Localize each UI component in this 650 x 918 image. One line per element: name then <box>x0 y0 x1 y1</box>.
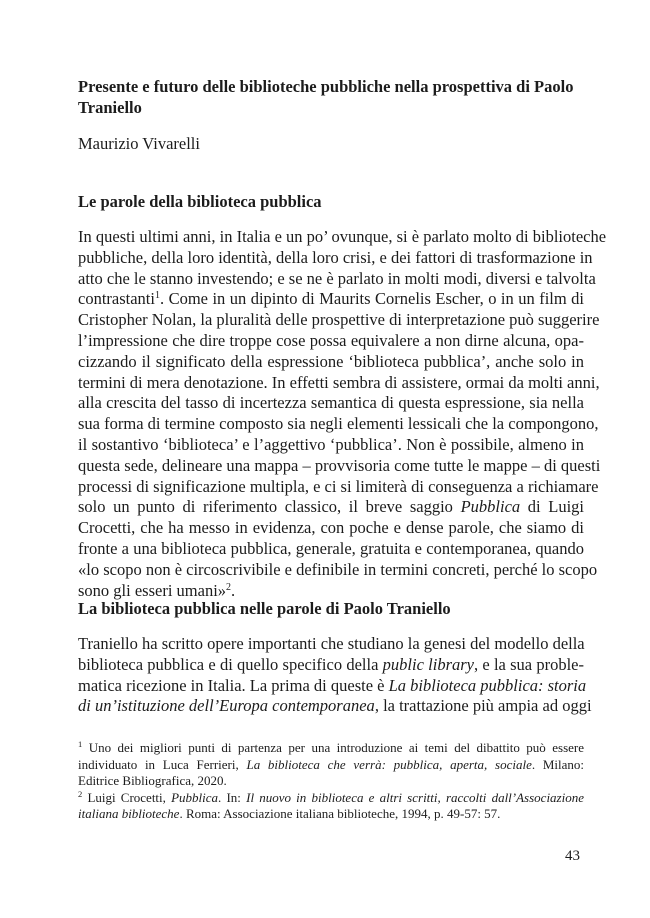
italic-title: Pubblica <box>460 497 521 517</box>
text-segment: , e la sua proble- <box>474 654 585 674</box>
text-segment: Luigi Crocetti, <box>87 789 166 805</box>
footnotes <box>78 740 584 823</box>
title-line-2: Traniello <box>78 98 142 117</box>
italic-title: di un’istituzione dell’Europa contemporanea <box>78 696 375 716</box>
text-segment: sono gli esseri umani» <box>78 580 227 600</box>
italic-title: Il nuovo in biblioteca e altri scritti, raccolti dall’Associazione <box>246 789 585 805</box>
text-segment: biblioteca pubblica e di quello specifico della <box>78 654 379 674</box>
author-name: Maurizio Vivarelli <box>78 134 200 153</box>
text-line: processi di significazione multipla, e ci si limiterà di conseguenza a richiamare <box>78 476 599 496</box>
text-line <box>78 696 592 717</box>
text-segment: . Roma: Associazione italiana biblioteche, 1994, p. 49-57: 57. <box>179 806 501 822</box>
text-line: cizzando il significato della espressione ‘biblioteca pubblica’, anche solo in <box>78 351 584 371</box>
italic-title: La biblioteca che verrà: pubblica, aperta, sociale <box>246 756 532 772</box>
text-line: sua forma di termine composto sia negli elementi lessicali che la compongono, <box>78 414 599 434</box>
text-segment: Uno dei migliori punti di partenza per una introduzione ai temi del dibattito può essere <box>88 740 585 755</box>
footnote-ref-1[interactable]: 1 <box>154 290 160 302</box>
footnote-line: Editrice Bibliografica, 2020. <box>78 773 227 789</box>
text-segment: . <box>231 580 236 600</box>
section-heading-2: La biblioteca pubblica nelle parole di Paolo Traniello <box>78 599 451 618</box>
text-line <box>78 289 584 310</box>
footnote-number-2: 2 <box>78 788 83 799</box>
text-line: pubbliche, della loro identità, della loro crisi, e dei fattori di trasformazione in <box>78 247 593 267</box>
text-line: Crocetti, che ha messo in evidenza, con poche e dense parole, che siamo di <box>78 518 584 538</box>
italic-term: public library <box>382 654 474 674</box>
text-line: Traniello ha scritto opere importanti che studiano la genesi del modello della <box>78 634 585 653</box>
text-line <box>78 675 587 697</box>
footnote-ref-2[interactable]: 2 <box>226 581 232 593</box>
text-line: fronte a una biblioteca pubblica, generale, gratuita e contemporanea, quando <box>78 538 584 558</box>
text-line: questa sede, delineare una mappa – provvisoria come tutte le mappe – di questi <box>78 455 601 475</box>
page-number: 43 <box>565 848 580 864</box>
italic-title: italiana biblioteche <box>78 806 180 822</box>
text-line: alla crescita del tasso di incertezza semantica di questa espressione, sia nella <box>78 393 584 413</box>
text-line: «lo scopo non è circoscrivibile e definibile in termini concreti, perché lo scopo <box>78 559 598 579</box>
text-line: l’impressione che dire troppe cose possa equivalere a non dirne alcuna, opa- <box>78 330 584 350</box>
text-segment: contrastanti <box>78 289 155 309</box>
text-line: termini di mera denotazione. In effetti sembra di assistere, ormai da molti anni, <box>78 372 600 392</box>
text-segment: . Come in un dipinto di Maurits Cornelis Escher, o in un film di <box>159 289 584 309</box>
text-line: Cristopher Nolan, la pluralità delle prospettive di interpretazione può suggerire <box>78 310 600 330</box>
text-segment: solo un punto di riferimento classico, il breve saggio <box>78 497 453 517</box>
title-line-1: Presente e futuro delle biblioteche pubbliche nella prospettiva di Paolo <box>78 77 574 96</box>
italic-title: Pubblica <box>171 789 219 805</box>
text-segment: , la trattazione più ampia ad oggi <box>374 696 592 716</box>
text-segment: individuato in Luca Ferrieri, <box>78 756 239 772</box>
text-line: In questi ultimi anni, in Italia e un po’ ovunque, si è parlato molto di biblioteche <box>78 227 607 246</box>
text-segment: di Luigi <box>527 497 585 517</box>
footnote-line <box>78 806 584 823</box>
text-segment: matica ricezione in Italia. La prima di queste è <box>78 675 385 695</box>
footnote-line <box>78 740 584 757</box>
section-heading-1: Le parole della biblioteca pubblica <box>78 192 322 211</box>
text-line <box>78 497 584 518</box>
section-2-paragraph <box>78 634 592 717</box>
italic-title: La biblioteca pubblica: storia <box>388 675 587 695</box>
footnote-1 <box>78 740 584 790</box>
text-segment: . Milano: <box>531 756 584 772</box>
text-line: atto che le stanno investendo; e se ne è parlato in molti modi, diversi e talvolta <box>78 268 596 288</box>
text-line: il sostantivo ‘biblioteca’ e l’aggettivo ‘pubblica’. Non è possibile, almeno in <box>78 434 584 454</box>
article-title <box>78 76 584 118</box>
footnote-line <box>78 757 584 774</box>
footnote-line <box>78 790 584 807</box>
footnote-number-1: 1 <box>78 739 83 749</box>
text-line <box>78 655 584 676</box>
text-segment: . In: <box>218 789 241 805</box>
section-1-paragraph <box>78 227 607 601</box>
footnote-2 <box>78 790 584 823</box>
